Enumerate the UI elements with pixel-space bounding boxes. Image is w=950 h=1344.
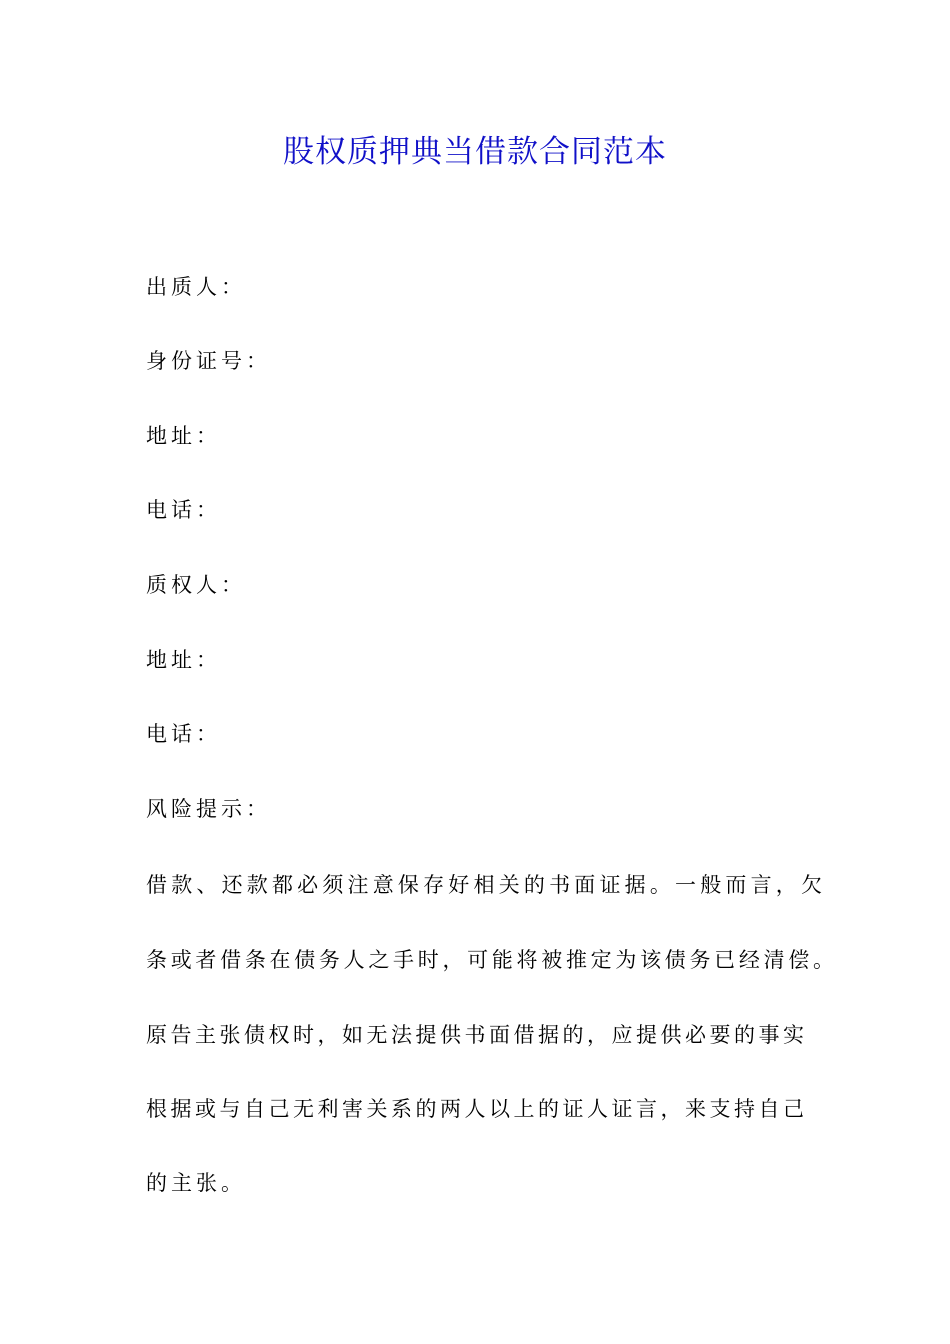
paragraph-line: 借款、还款都必须注意保存好相关的书面证据。一般而言，欠	[146, 873, 822, 897]
document-title: 股权质押典当借款合同范本	[283, 134, 667, 170]
field-phone-pledgee: 电话：	[146, 722, 221, 746]
field-id-number: 身份证号：	[146, 349, 271, 373]
field-pledgee: 质权人：	[146, 573, 246, 597]
paragraph-line: 原告主张债权时，如无法提供书面借据的，应提供必要的事实	[146, 1023, 804, 1047]
field-phone-pledgor: 电话：	[146, 498, 221, 522]
field-address-pledgor: 地址：	[146, 424, 221, 448]
field-risk-notice: 风险提示：	[146, 797, 271, 821]
paragraph-line: 条或者借条在债务人之手时，可能将被推定为该债务已经清偿。	[146, 948, 834, 972]
paragraph-line: 的主张。	[146, 1171, 246, 1195]
field-pledgor: 出质人：	[146, 275, 246, 299]
paragraph-line: 根据或与自己无利害关系的两人以上的证人证言，来支持自己	[146, 1097, 804, 1121]
field-address-pledgee: 地址：	[146, 648, 221, 672]
